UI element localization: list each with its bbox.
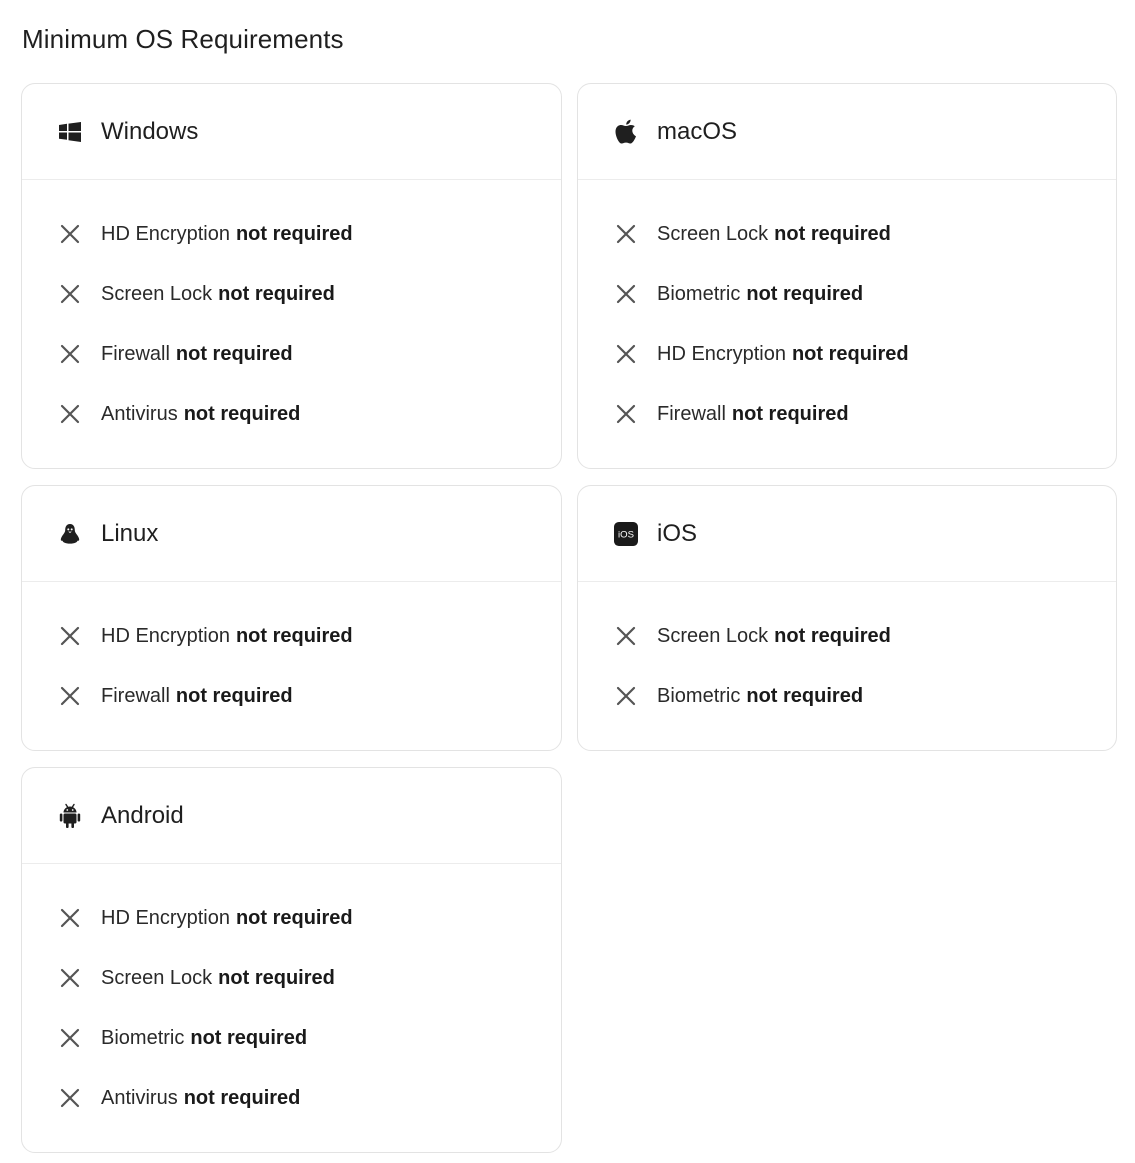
requirement-item <box>614 264 1116 324</box>
x-icon <box>614 402 638 426</box>
requirement-name: Biometric <box>657 282 741 305</box>
card-title: Linux <box>101 519 159 547</box>
requirement-item <box>58 888 561 948</box>
requirement-name: Firewall <box>101 684 170 707</box>
requirement-name: HD Encryption <box>101 222 230 245</box>
requirement-list <box>578 582 1116 750</box>
os-card-linux <box>21 485 562 751</box>
requirement-name: HD Encryption <box>101 906 230 929</box>
apple-icon <box>614 120 638 144</box>
x-icon <box>614 684 638 708</box>
requirement-status: not required <box>746 282 864 305</box>
x-icon <box>58 906 82 930</box>
os-requirements-grid <box>21 83 1117 1153</box>
requirement-item <box>58 384 561 444</box>
requirement-list <box>578 180 1116 468</box>
requirement-item <box>58 1068 561 1128</box>
requirement-item <box>58 1008 561 1068</box>
requirement-name: Screen Lock <box>101 282 213 305</box>
x-icon <box>58 402 82 426</box>
requirement-item <box>614 384 1116 444</box>
requirement-list <box>22 180 561 468</box>
requirement-item <box>614 204 1116 264</box>
x-icon <box>58 684 82 708</box>
requirement-item <box>614 324 1116 384</box>
requirement-status: not required <box>235 906 353 929</box>
requirement-status: not required <box>774 222 891 245</box>
ios-icon <box>614 522 638 546</box>
requirement-name: Antivirus <box>101 1086 178 1109</box>
card-header <box>22 84 561 180</box>
card-title: Windows <box>101 117 199 145</box>
card-title: macOS <box>657 117 738 145</box>
requirement-item <box>58 264 561 324</box>
requirement-name: Screen Lock <box>657 222 769 245</box>
card-header <box>22 486 561 582</box>
requirement-item <box>58 666 561 726</box>
requirement-name: HD Encryption <box>657 342 786 365</box>
requirement-item <box>58 324 561 384</box>
requirement-status: not required <box>190 1026 308 1049</box>
requirement-status: not required <box>731 402 849 425</box>
requirement-status: not required <box>218 282 335 305</box>
requirement-status: not required <box>183 1086 301 1109</box>
requirement-item <box>614 606 1116 666</box>
os-card-macos <box>577 83 1117 469</box>
requirement-status: not required <box>746 684 864 707</box>
card-title: iOS <box>657 519 698 547</box>
card-header <box>578 84 1116 180</box>
x-icon <box>614 282 638 306</box>
ios-badge-text: iOS <box>618 529 634 541</box>
requirement-status: not required <box>183 402 301 425</box>
requirement-status: not required <box>235 222 353 245</box>
requirement-name: Biometric <box>101 1026 185 1049</box>
x-icon <box>614 222 638 246</box>
x-icon <box>614 342 638 366</box>
x-icon <box>58 966 82 990</box>
x-icon <box>614 624 638 648</box>
linux-icon <box>58 522 82 546</box>
x-icon <box>58 222 82 246</box>
android-icon <box>58 804 82 828</box>
page-title: Minimum OS Requirements <box>22 24 344 54</box>
x-icon <box>58 342 82 366</box>
x-icon <box>58 624 82 648</box>
requirement-name: Screen Lock <box>657 624 769 647</box>
card-header <box>22 768 561 864</box>
requirement-item <box>614 666 1116 726</box>
x-icon <box>58 282 82 306</box>
requirement-name: Biometric <box>657 684 741 707</box>
requirement-status: not required <box>218 966 335 989</box>
requirement-item <box>58 204 561 264</box>
requirement-status: not required <box>175 684 293 707</box>
windows-icon <box>58 120 82 144</box>
card-header <box>578 486 1116 582</box>
os-card-ios <box>577 485 1117 751</box>
requirement-status: not required <box>235 624 353 647</box>
os-card-windows <box>21 83 562 469</box>
os-card-android <box>21 767 562 1153</box>
requirement-status: not required <box>774 624 891 647</box>
requirement-item <box>58 948 561 1008</box>
requirement-status: not required <box>175 342 293 365</box>
requirement-name: Firewall <box>657 402 726 425</box>
requirement-status: not required <box>791 342 909 365</box>
requirement-name: Screen Lock <box>101 966 213 989</box>
requirement-name: HD Encryption <box>101 624 230 647</box>
requirement-list <box>22 582 561 750</box>
requirement-list <box>22 864 561 1152</box>
requirement-item <box>58 606 561 666</box>
x-icon <box>58 1086 82 1110</box>
x-icon <box>58 1026 82 1050</box>
card-title: Android <box>101 801 184 829</box>
requirement-name: Antivirus <box>101 402 178 425</box>
requirement-name: Firewall <box>101 342 170 365</box>
